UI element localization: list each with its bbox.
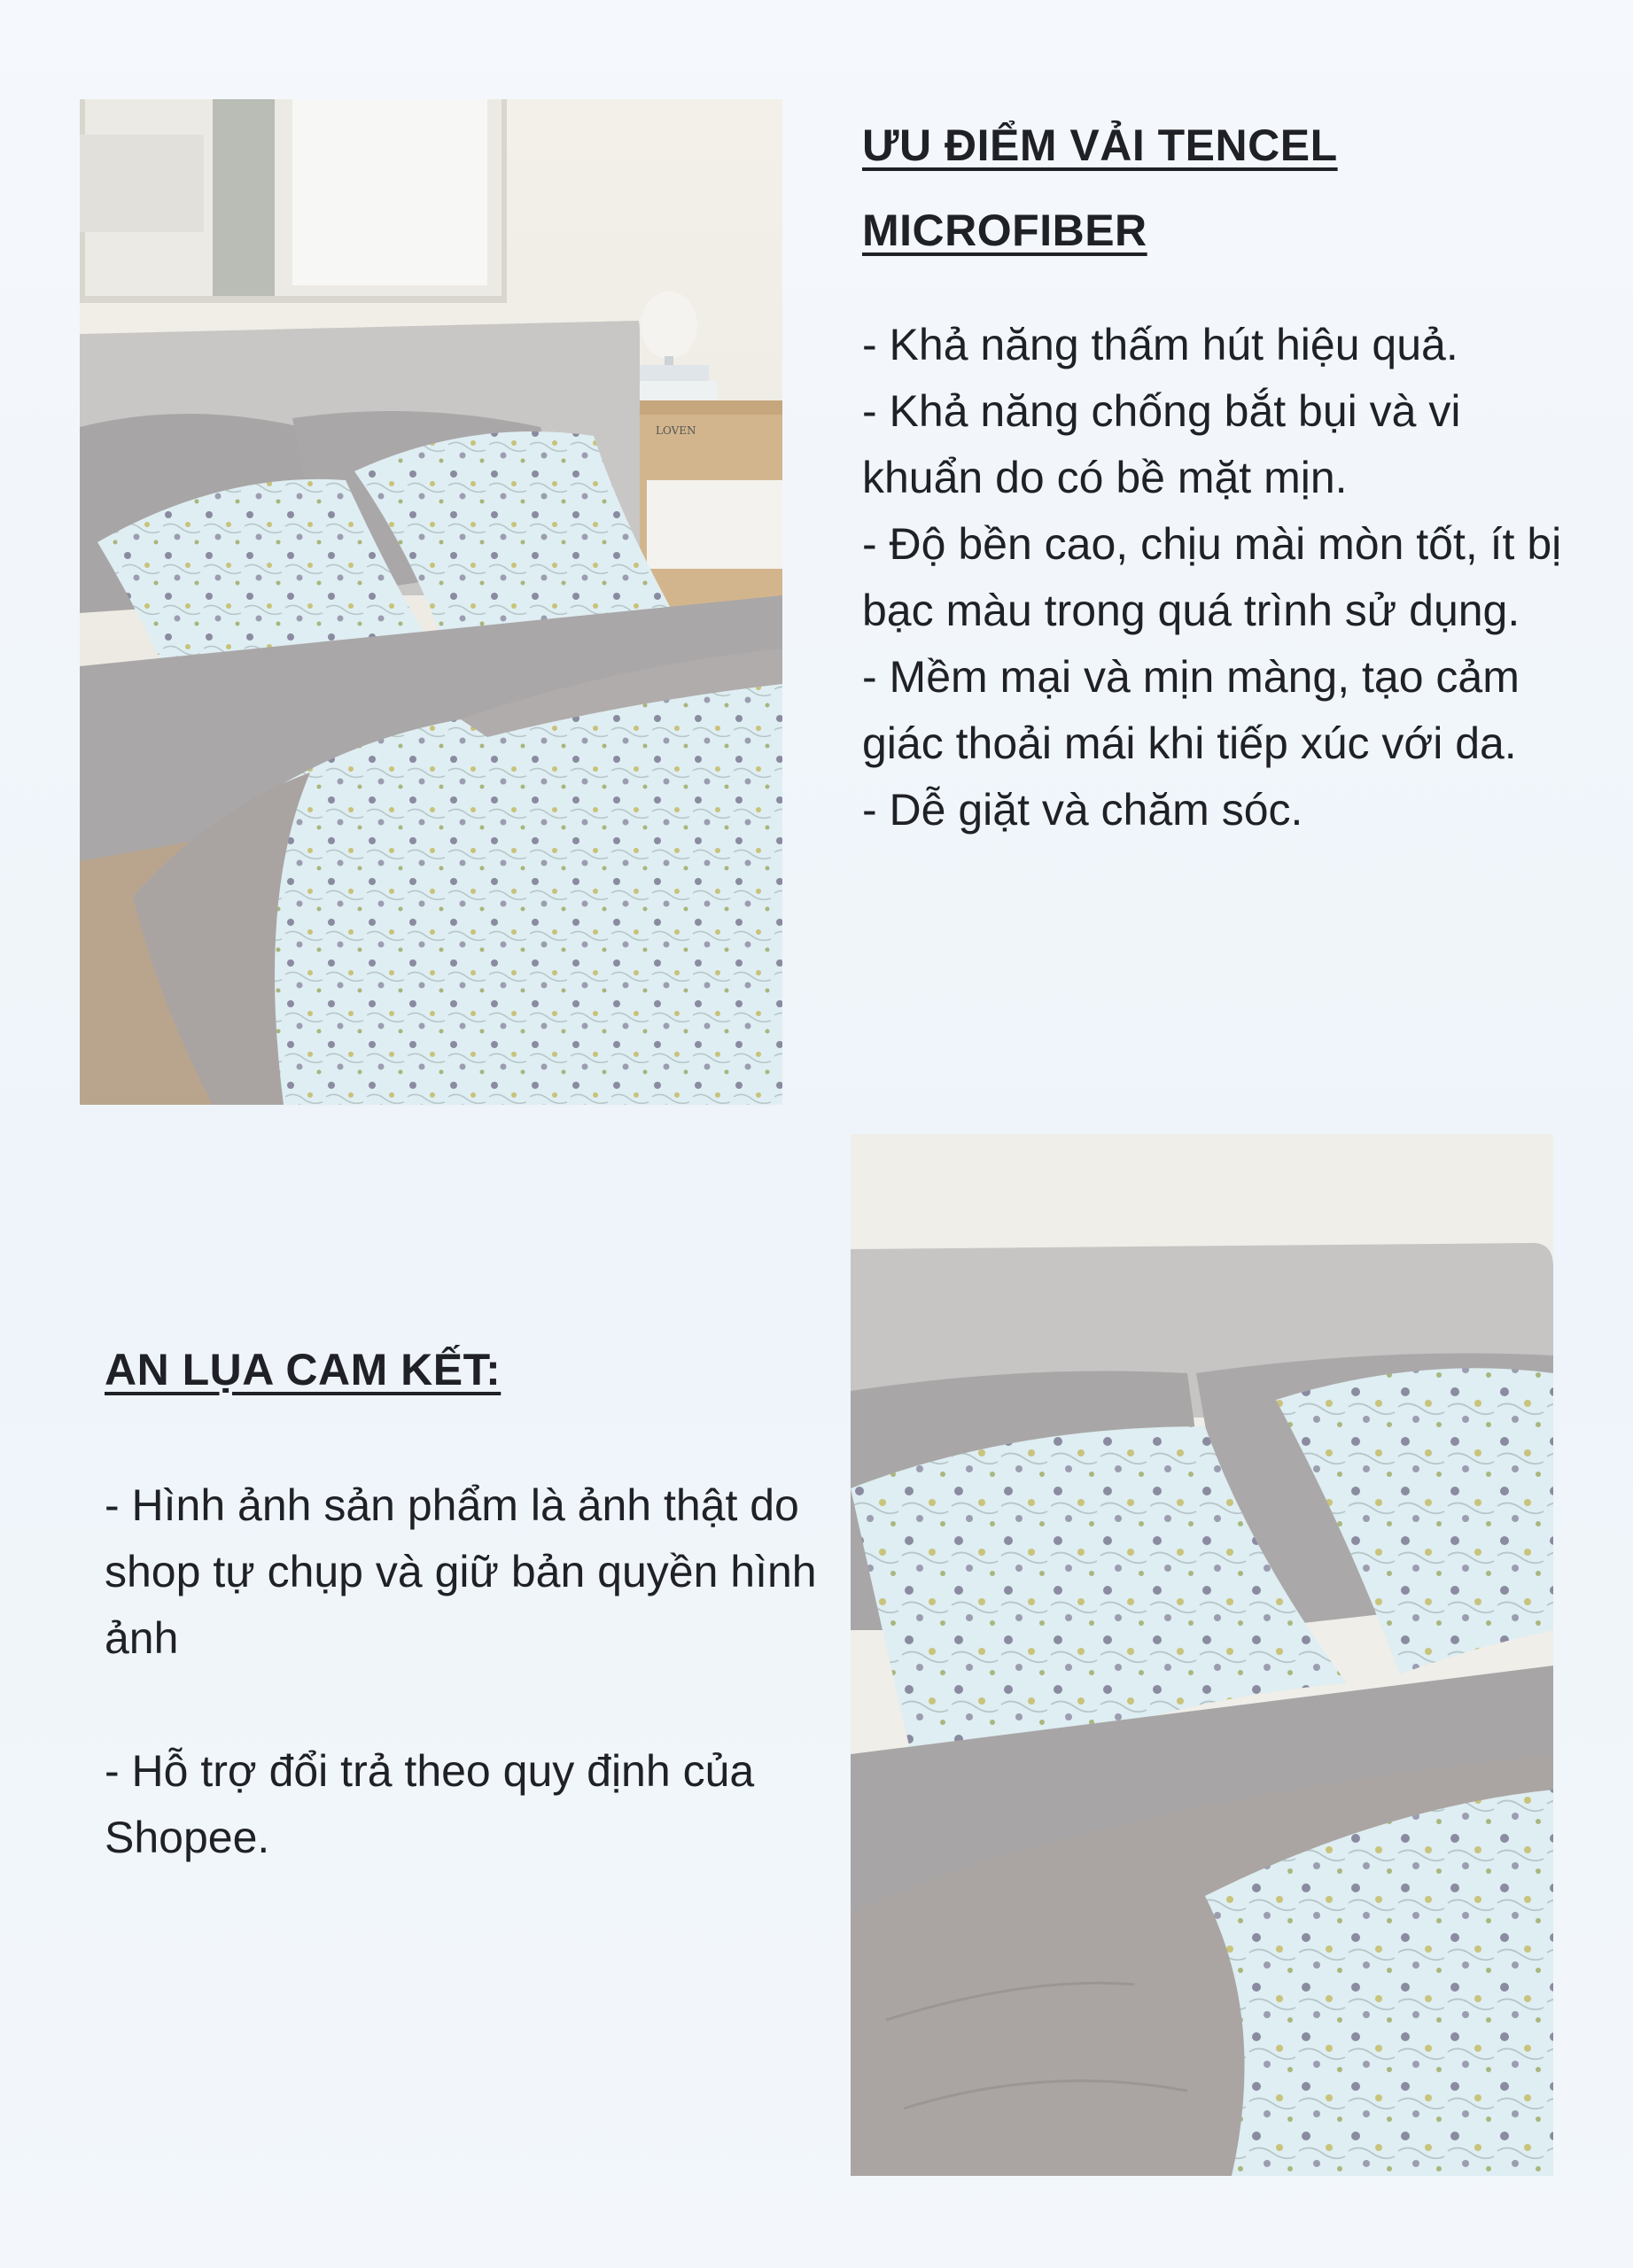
benefit-item: - Khả năng thấm hút hiệu quả.: [862, 320, 1458, 369]
benefits-heading-line1: ƯU ĐIỂM VẢI TENCEL: [862, 120, 1338, 170]
benefits-list: [862, 312, 1589, 843]
commitment-heading: AN LỤA CAM KẾT:: [105, 1345, 502, 1394]
bedroom-photo-overview: [80, 99, 782, 1105]
book-label: LOVEN: [656, 424, 696, 437]
commitment-item: - Hỗ trợ đổi trả theo quy định của Shopee.: [105, 1746, 755, 1862]
benefit-item: - Khả năng chống bắt bụi và vi khuẩn do có bề mặt mịn.: [862, 386, 1461, 502]
bedroom-photo-closeup: [851, 1134, 1553, 2176]
benefit-item: - Độ bền cao, chịu mài mòn tốt, ít bị bạc màu trong quá trình sử dụng.: [862, 519, 1562, 635]
commitment-list: [105, 1472, 831, 1871]
benefit-item: - Dễ giặt và chăm sóc.: [862, 785, 1303, 835]
benefits-heading: [862, 103, 1571, 273]
benefits-heading-line2: MICROFIBER: [862, 206, 1147, 255]
benefit-item: - Mềm mại và mịn màng, tạo cảm giác thoải mái khi tiếp xúc với da.: [862, 652, 1520, 768]
commitment-item: - Hình ảnh sản phẩm là ảnh thật do shop tự chụp và giữ bản quyền hình ảnh: [105, 1480, 817, 1663]
